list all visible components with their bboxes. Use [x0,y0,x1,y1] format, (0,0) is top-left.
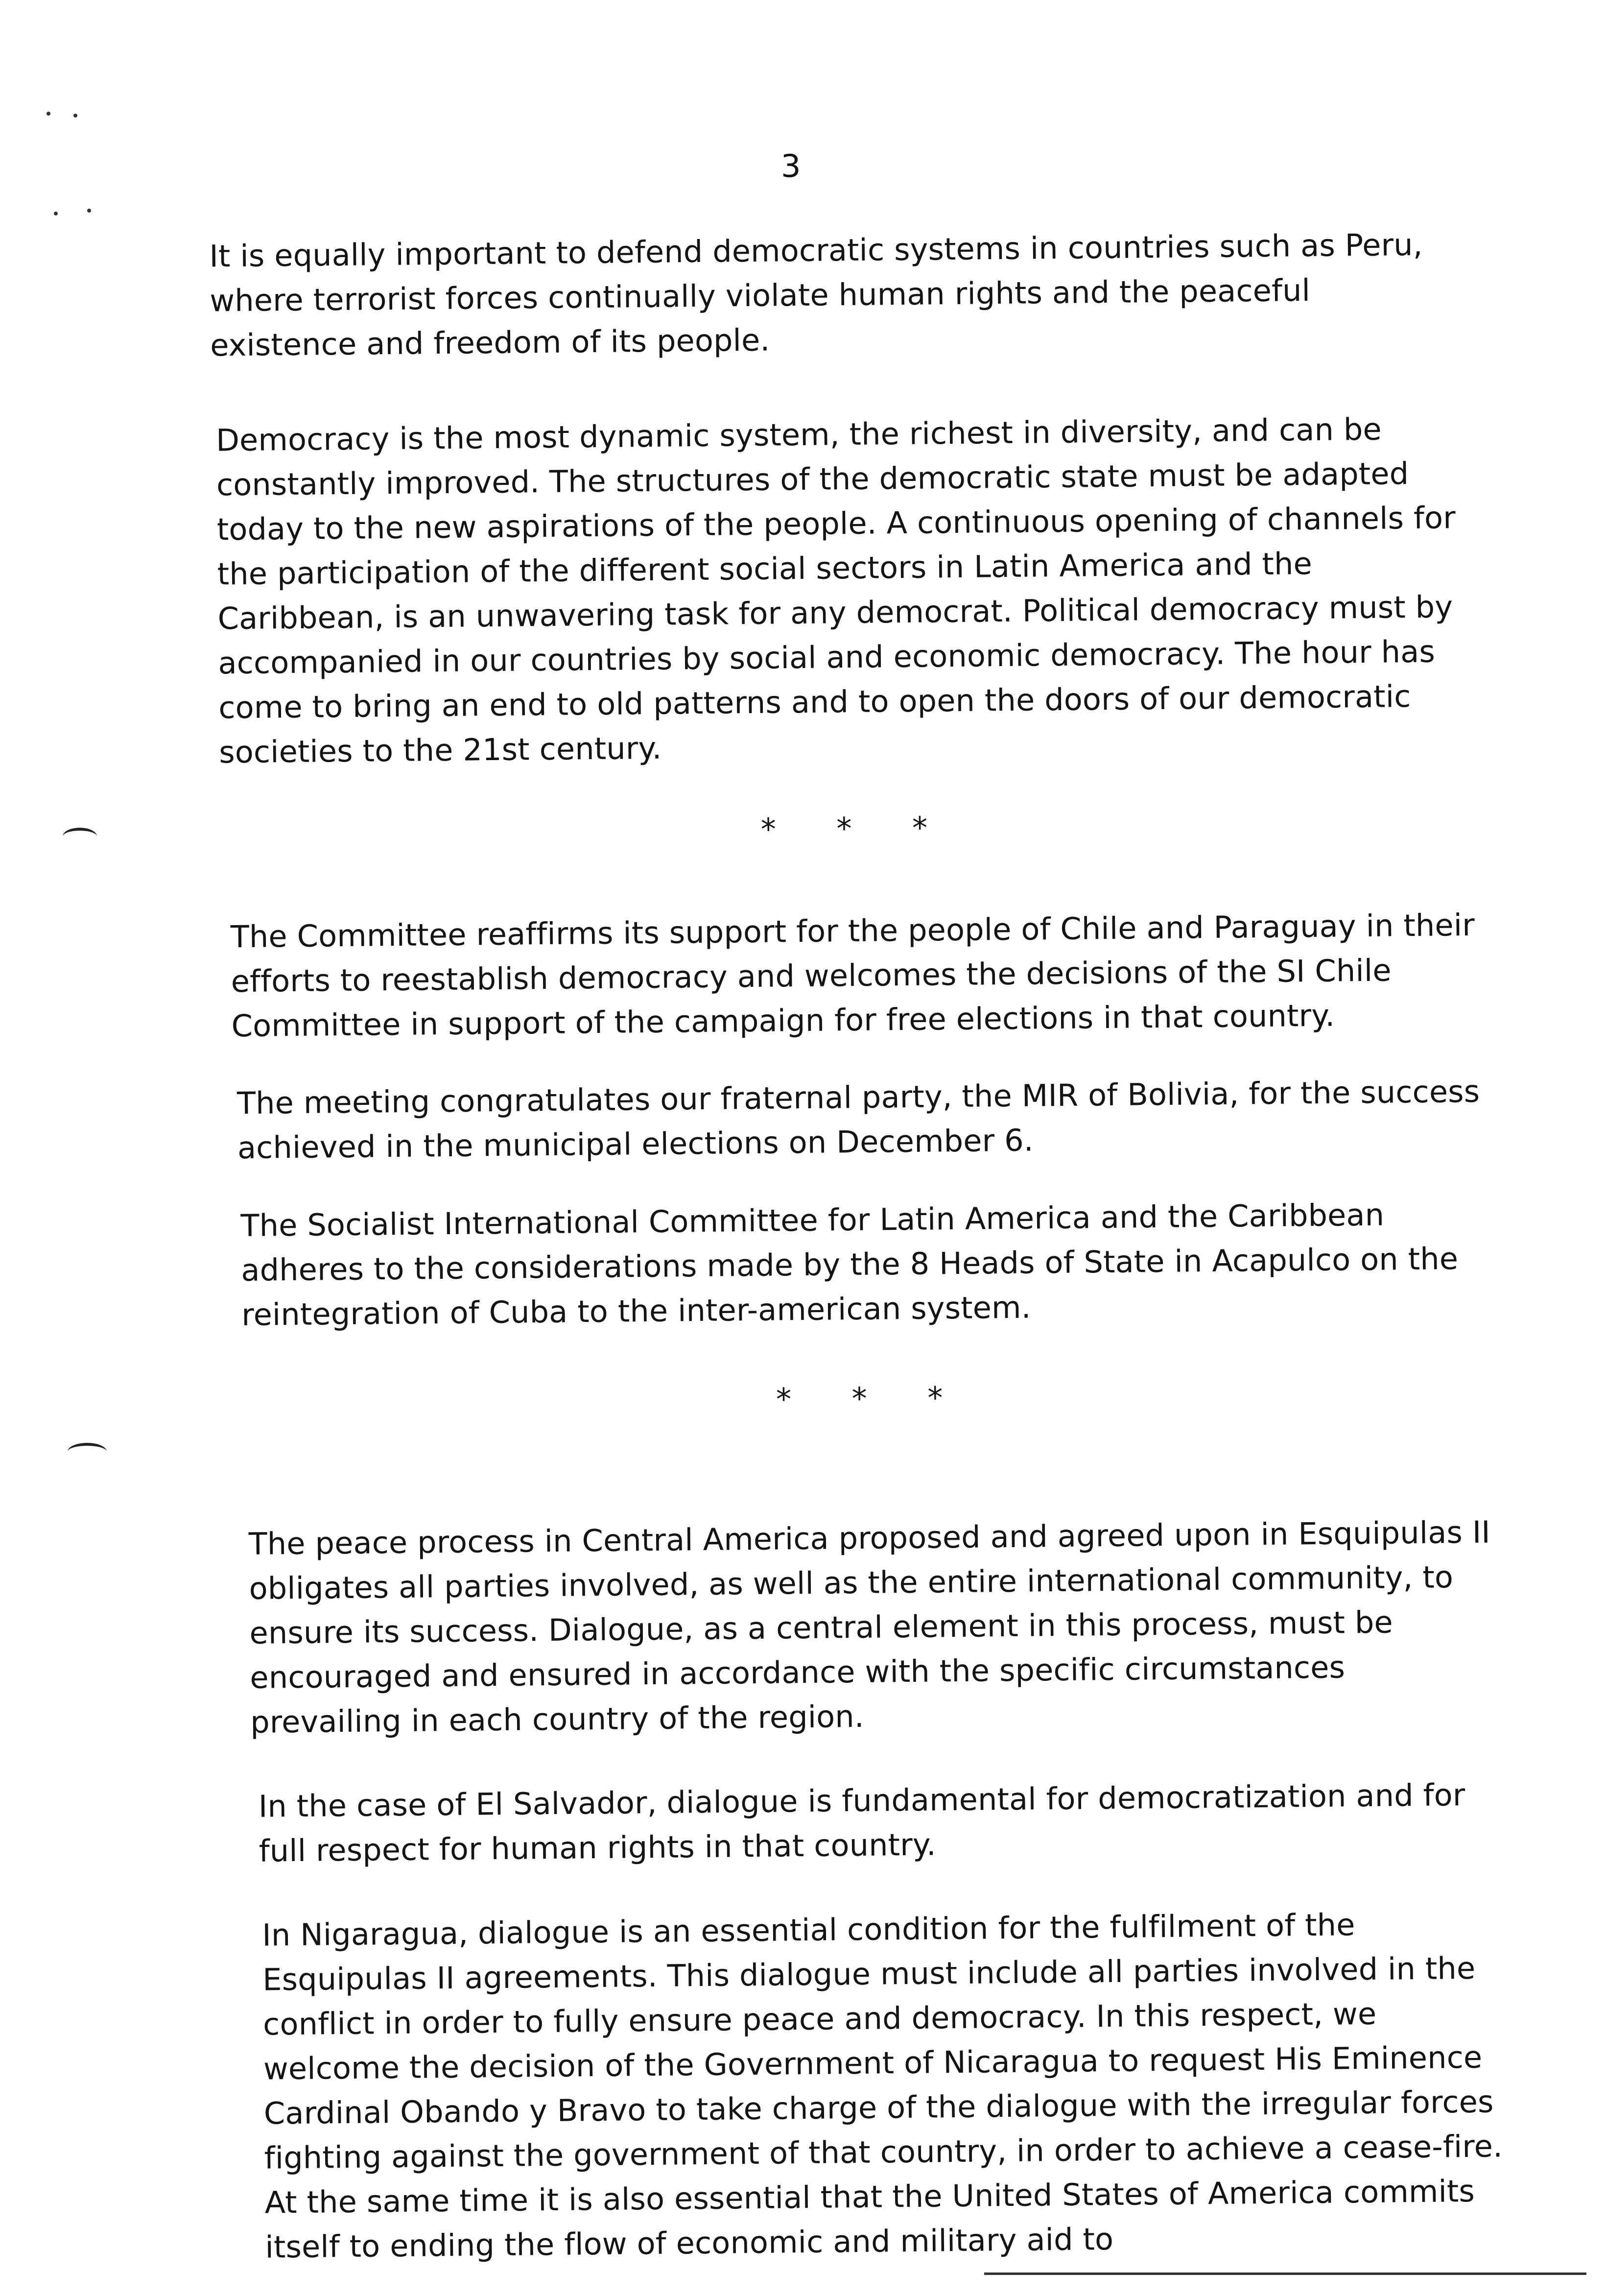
paragraph-nicaragua: In Nigaragua, dialogue is an essential condition for the fulfilment of the Esquipulas II agreements. This dialogue must include all parties involved in the conflict in order to fully ensure peace and democracy. In this respect, we welcome the decision of the Government of Nicaragua to request His Eminence Cardinal Obando y Bravo to take charge of the dialogue with the irregular forces fighting against the government of that country, in order to achieve a cease-fire. At the same time it is also essential that the United States of America commits itself to ending the flow of economic and military aid to [262,1907,1503,2265]
paragraph-el-salvador: In the case of El Salvador, dialogue is fundamental for democratization and for full respect for human rights in that country. [258,1777,1465,1869]
section-separator-1: * * * [760,810,953,847]
page-number: 3 [780,148,801,185]
paragraph-chile-paraguay: The Committee reaffirms its support for the people of Chile and Paraguay in their efforts to reestablish democracy and welcomes the decisions of the SI Chile Committee in support of the campaign for free elections in that country. [230,907,1475,1044]
scan-speck [87,209,91,213]
paragraph-peru: It is equally important to defend democratic systems in countries such as Peru, where terrorist forces continually violate human rights and the peaceful existence and freedom of its people. [209,226,1423,363]
paragraph-democracy: Democracy is the most dynamic system, the richest in diversity, and can be constantly improved. The structures of the democratic state must be adapted today to the new aspirations of the people. A continuous opening of channels for the participation of the different social sectors in Latin America and the Caribbean, is an unwavering task for any democrat. Political democracy must by accompanied in our countries by social and economic democracy. The hour has come to bring an end to old patterns and to open the doors of our democratic societies to the 21st century. [215,411,1456,770]
punch-hole-mark [68,1443,107,1460]
punch-hole-mark [63,828,97,845]
scan-speck [73,114,77,118]
paragraph-mir-bolivia: The meeting congratulates our fraternal party, the MIR of Bolivia, for the success achieved in the municipal elections on December 6. [236,1073,1480,1166]
bottom-edge-line [984,2272,1586,2275]
scan-speck [47,112,50,116]
section-separator-2: * * * [776,1379,968,1417]
paragraph-peace-process: The peace process in Central America proposed and agreed upon in Esquipulas II obligates all parties involved, as well as the entire international community, to ensure its success. Dialogue, as a central element in this process, must be encouraged and ensured in accordance with the specific circumstances prevailing in each country of the region. [248,1514,1491,1740]
scan-speck [54,212,58,215]
paragraph-cuba: The Socialist International Committee for Latin America and the Caribbean adheres to the considerations made by the 8 Heads of State in Acapulco on the reintegration of Cuba to the inter-american system. [240,1196,1459,1333]
